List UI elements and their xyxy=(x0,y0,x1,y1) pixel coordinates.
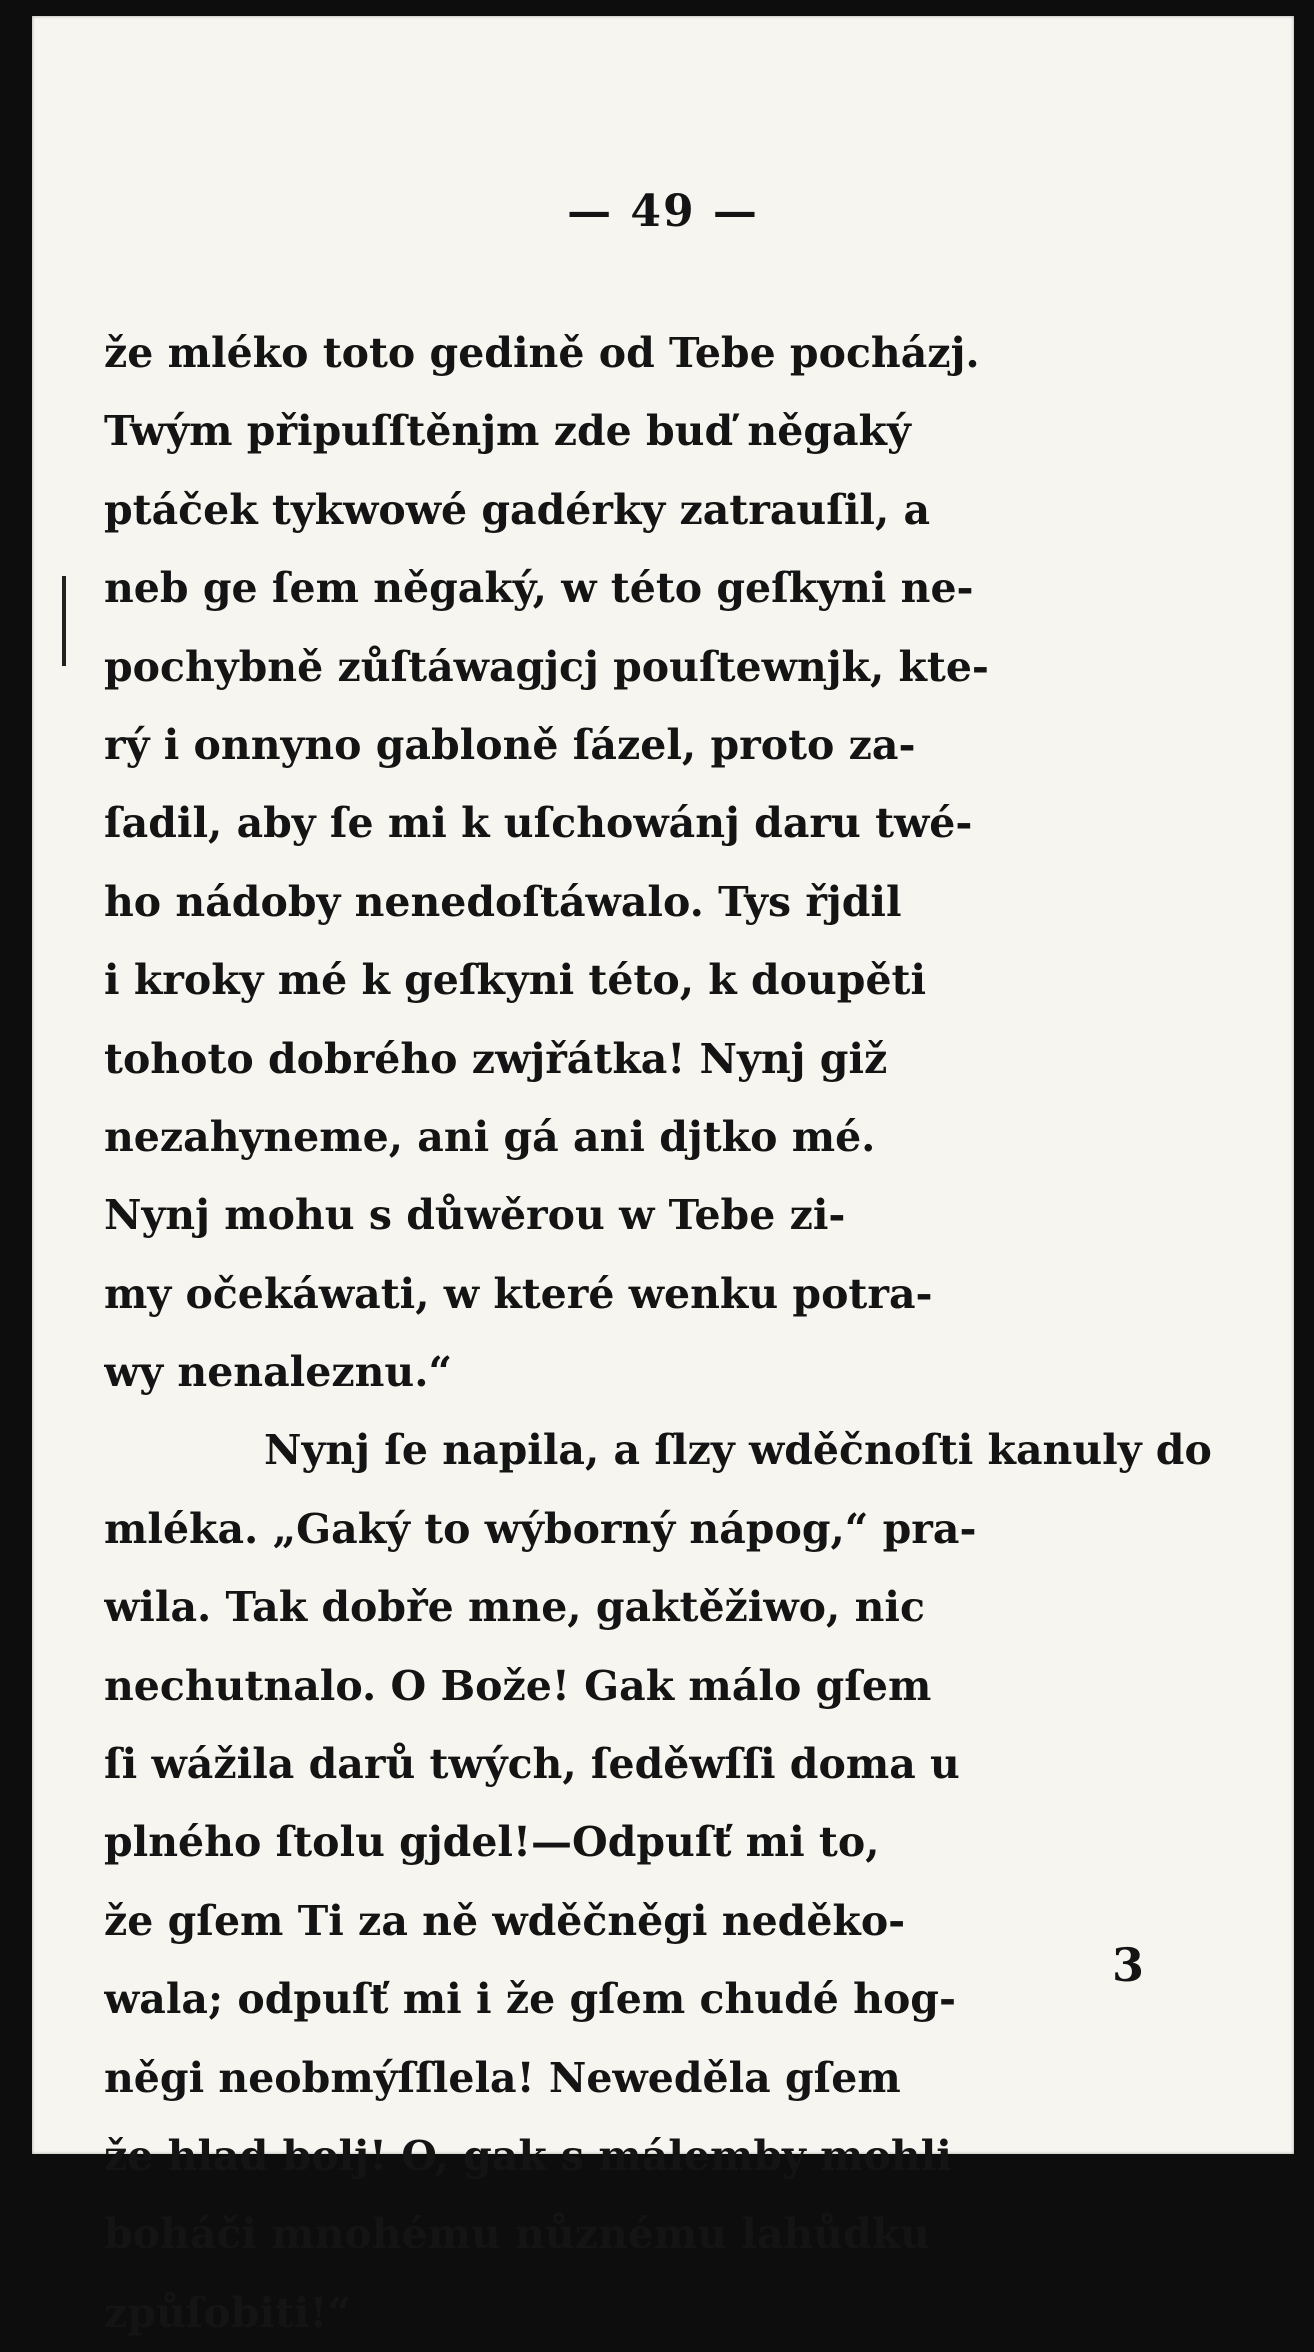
text-line: wala; odpuſť mi i že gſem chudé hog- xyxy=(104,1975,956,2024)
text-line: i kroky mé k geſkyni této, k doupěti xyxy=(104,956,927,1005)
paragraph-start-line: Nynj ſe napila, a ſlzy wděčnoſti kanuly do xyxy=(264,1426,1212,1475)
book-page xyxy=(32,16,1294,2337)
text-line: plného ſtolu gjdel!—Odpuſť mi to, xyxy=(104,1818,880,1867)
signature-mark: 3 xyxy=(1111,1938,1144,1992)
text-line: rý i onnyno gabloně ſázel, proto za- xyxy=(104,720,916,769)
text-line: wila. Tak dobře mne, gaktěžiwo, nic xyxy=(104,1583,925,1632)
text-line: nechutnalo. O Bože! Gak málo gſem xyxy=(104,1661,932,1710)
text-line: my očekáwati, w které wenku potra- xyxy=(104,1269,933,1318)
text-line: ſi wážila darů twých, ſeděwſſi doma u xyxy=(104,1740,960,1789)
text-line: ho nádoby nenedoſtáwalo. Tys řjdil xyxy=(104,877,902,926)
text-line: způſobiti!“ xyxy=(104,2288,352,2337)
text-line: ſadil, aby ſe mi k uſchowánj daru twé- xyxy=(104,799,973,848)
text-line: pochybně zůſtáwagjcj pouſtewnjk, kte- xyxy=(104,642,989,691)
text-line: ptáček tykwowé gadérky zatrauſil, a xyxy=(104,485,931,534)
text-line: že mléko toto gedině od Tebe pocházj. xyxy=(104,329,980,377)
text-line: boháči mnohému nůznému lahůdku xyxy=(104,2210,931,2259)
text-line: wy nenaleznu.“ xyxy=(104,1348,453,1397)
text-line: Nynj mohu s důwěrou w Tebe zi- xyxy=(104,1191,846,1240)
text-line: nezahyneme, ani gá ani djtko mé. xyxy=(104,1112,876,1161)
text-line: že hlad bolj! O, gak s málemby mohli xyxy=(104,2131,952,2180)
page-number-header: — 49 — xyxy=(567,186,759,237)
text-line: tohoto dobrého zwjřátka! Nynj giž xyxy=(104,1034,888,1083)
body-text xyxy=(104,314,1212,2352)
text-line: mléka. „Gaký to wýborný nápog,“ pra- xyxy=(104,1504,977,1553)
text-line: Twým připuſſtěnjm zde buď něgaký xyxy=(104,407,911,456)
scan-edge-mark xyxy=(62,576,66,666)
text-line: že gſem Ti za ně wděčněgi neděko- xyxy=(104,1896,906,1945)
text-line: něgi neobmýſſlela! Neweděla gſem xyxy=(104,2053,901,2102)
text-line: neb ge ſem něgaký, w této geſkyni ne- xyxy=(104,564,974,613)
